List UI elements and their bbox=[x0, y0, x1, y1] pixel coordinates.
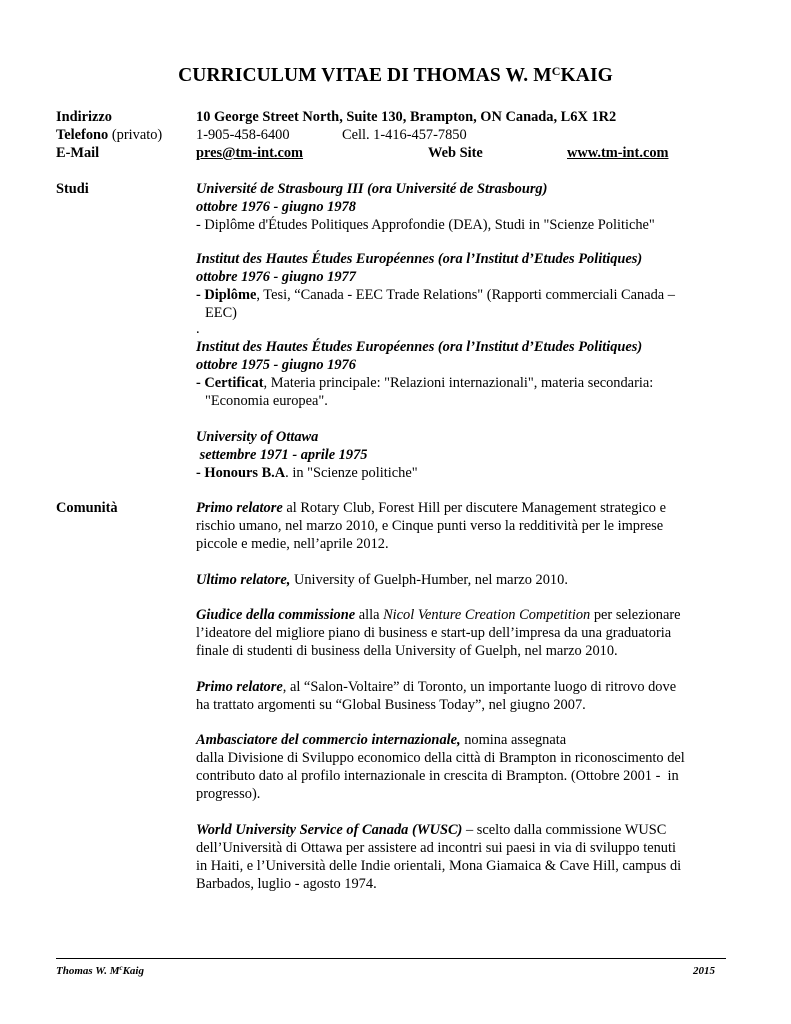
community-line: ha trattato argomenti su “Global Business Today”, nel giugno 2007. bbox=[196, 697, 586, 713]
community-text: per selezionare bbox=[590, 607, 681, 623]
study-dates: ottobre 1976 - giugno 1977 bbox=[196, 269, 356, 285]
phone-label: Telefono bbox=[56, 127, 109, 143]
address-value: 10 George Street North, Suite 130, Brampton, ON Canada, L6X 1R2 bbox=[196, 109, 617, 125]
community-text: alla bbox=[355, 607, 384, 623]
footer-year: 2015 bbox=[693, 965, 715, 977]
community-text: – scelto dalla commissione WUSC bbox=[462, 822, 667, 838]
study-degree bbox=[196, 464, 736, 482]
degree-name: Certificat bbox=[204, 375, 264, 391]
footer-name bbox=[56, 962, 144, 980]
document-title bbox=[0, 64, 791, 88]
email-label: E-Mail bbox=[56, 145, 100, 161]
community-role: Giudice della commissione bbox=[196, 607, 356, 623]
community-text: , al “Salon-Voltaire” di Toronto, un importante luogo di ritrovo dove bbox=[282, 679, 677, 695]
cell-value: Cell. 1-416-457-7850 bbox=[342, 127, 467, 143]
study-degree-cont: "Economia europea". bbox=[205, 393, 328, 409]
community-item bbox=[196, 571, 736, 589]
study-entry bbox=[196, 180, 736, 234]
phone-value: 1-905-458-6400 bbox=[196, 127, 290, 143]
community-line: piccole e medie, nell’aprile 2012. bbox=[196, 536, 389, 552]
website-link[interactable]: www.tm-int.com bbox=[567, 145, 669, 161]
phone-label-row bbox=[56, 126, 162, 144]
competition-name: Nicol Venture Creation Competition bbox=[383, 607, 591, 623]
community-line bbox=[196, 821, 736, 839]
community-line: Barbados, luglio - agosto 1974. bbox=[196, 876, 377, 892]
community-line: progresso). bbox=[196, 786, 261, 802]
footer-name-tail: Kaig bbox=[122, 965, 144, 977]
study-dates: settembre 1971 - aprile 1975 bbox=[196, 447, 368, 463]
community-line: l’ideatore del migliore piano di business e start-up dell’impresa da una graduatoria bbox=[196, 625, 672, 641]
community-line bbox=[196, 678, 736, 696]
community-line bbox=[196, 731, 736, 749]
community-line bbox=[196, 571, 736, 589]
study-school: Institut des Hautes Études Européennes (ora l’Institut d’Etudes Politiques) bbox=[196, 339, 643, 355]
title-superscript: C bbox=[551, 64, 561, 78]
footer-divider bbox=[56, 958, 726, 959]
community-text: nomina assegnata bbox=[460, 732, 567, 748]
community-item bbox=[196, 731, 736, 803]
community-item bbox=[196, 499, 736, 553]
study-school: Institut des Hautes Études Européennes (ora l’Institut d’Etudes Politiques) bbox=[196, 251, 643, 267]
study-entry bbox=[196, 250, 736, 336]
degree-name: Diplôme bbox=[204, 287, 257, 303]
study-degree: - Diplôme d'Études Politiques Approfondie (DEA), Studi in "Scienze Politiche" bbox=[196, 217, 655, 233]
community-line: rischio umano, nel marzo 2010, e Cinque punti verso la redditività per le imprese bbox=[196, 518, 664, 534]
study-entry bbox=[196, 338, 736, 410]
degree-detail: . in "Scienze politiche" bbox=[285, 465, 418, 481]
community-role: Primo relatore bbox=[196, 679, 283, 695]
community-label: Comunità bbox=[56, 500, 118, 516]
title-text-tail: KAIG bbox=[560, 65, 613, 86]
community-line: dalla Divisione di Sviluppo economico della città di Brampton in riconoscimento del bbox=[196, 750, 685, 766]
degree-prefix: - bbox=[196, 375, 205, 391]
study-dates: ottobre 1975 - giugno 1976 bbox=[196, 357, 356, 373]
study-degree-cont: EEC) bbox=[205, 305, 237, 321]
study-school: University of Ottawa bbox=[196, 429, 319, 445]
degree-prefix: - bbox=[196, 287, 205, 303]
phone-qualifier: (privato) bbox=[108, 127, 163, 143]
study-school: Université de Strasbourg III (ora Université de Strasbourg) bbox=[196, 181, 548, 197]
community-line bbox=[196, 606, 736, 624]
website-label: Web Site bbox=[428, 145, 483, 161]
community-item bbox=[196, 678, 736, 714]
community-text: al Rotary Club, Forest Hill per discutere Management strategico e bbox=[282, 500, 666, 516]
footer-name-text: Thomas W. M bbox=[56, 965, 120, 977]
community-item bbox=[196, 606, 736, 660]
studies-label: Studi bbox=[56, 181, 89, 197]
community-line: finale di studenti di business della University of Guelph, nel marzo 2010. bbox=[196, 643, 618, 659]
degree-name: - Honours B.A bbox=[196, 465, 286, 481]
community-text: University of Guelph-Humber, nel marzo 2010. bbox=[290, 572, 568, 588]
community-role: Ultimo relatore, bbox=[196, 572, 291, 588]
community-line: dell’Università di Ottawa per assistere ad incontri sui paesi in via di sviluppo tenuti bbox=[196, 840, 676, 856]
community-line bbox=[196, 499, 736, 517]
title-text: CURRICULUM VITAE DI THOMAS W. M bbox=[178, 65, 552, 86]
email-link[interactable]: pres@tm-int.com bbox=[196, 145, 304, 161]
study-entry bbox=[196, 428, 736, 482]
degree-detail: , Materia principale: "Relazioni internazionali", materia secondaria: bbox=[263, 375, 654, 391]
community-role: Ambasciatore del commercio internazionale, bbox=[196, 732, 461, 748]
address-label: Indirizzo bbox=[56, 109, 112, 125]
stray-dot: . bbox=[196, 321, 200, 337]
community-item bbox=[196, 821, 736, 893]
community-line: in Haiti, e l’Università delle Indie orientali, Mona Giamaica & Cave Hill, campus di bbox=[196, 858, 682, 874]
study-degree bbox=[196, 286, 736, 304]
community-line: contributo dato al profilo internazionale in crescita di Brampton. (Ottobre 2001 - in bbox=[196, 768, 679, 784]
study-degree bbox=[196, 374, 736, 392]
footer-name-sup: c bbox=[119, 964, 123, 972]
study-dates: ottobre 1976 - giugno 1978 bbox=[196, 199, 356, 215]
community-role: World University Service of Canada (WUSC) bbox=[196, 822, 463, 838]
degree-detail: , Tesi, “Canada - EEC Trade Relations" (Rapporti commerciali Canada – bbox=[256, 287, 675, 303]
community-role: Primo relatore bbox=[196, 500, 283, 516]
